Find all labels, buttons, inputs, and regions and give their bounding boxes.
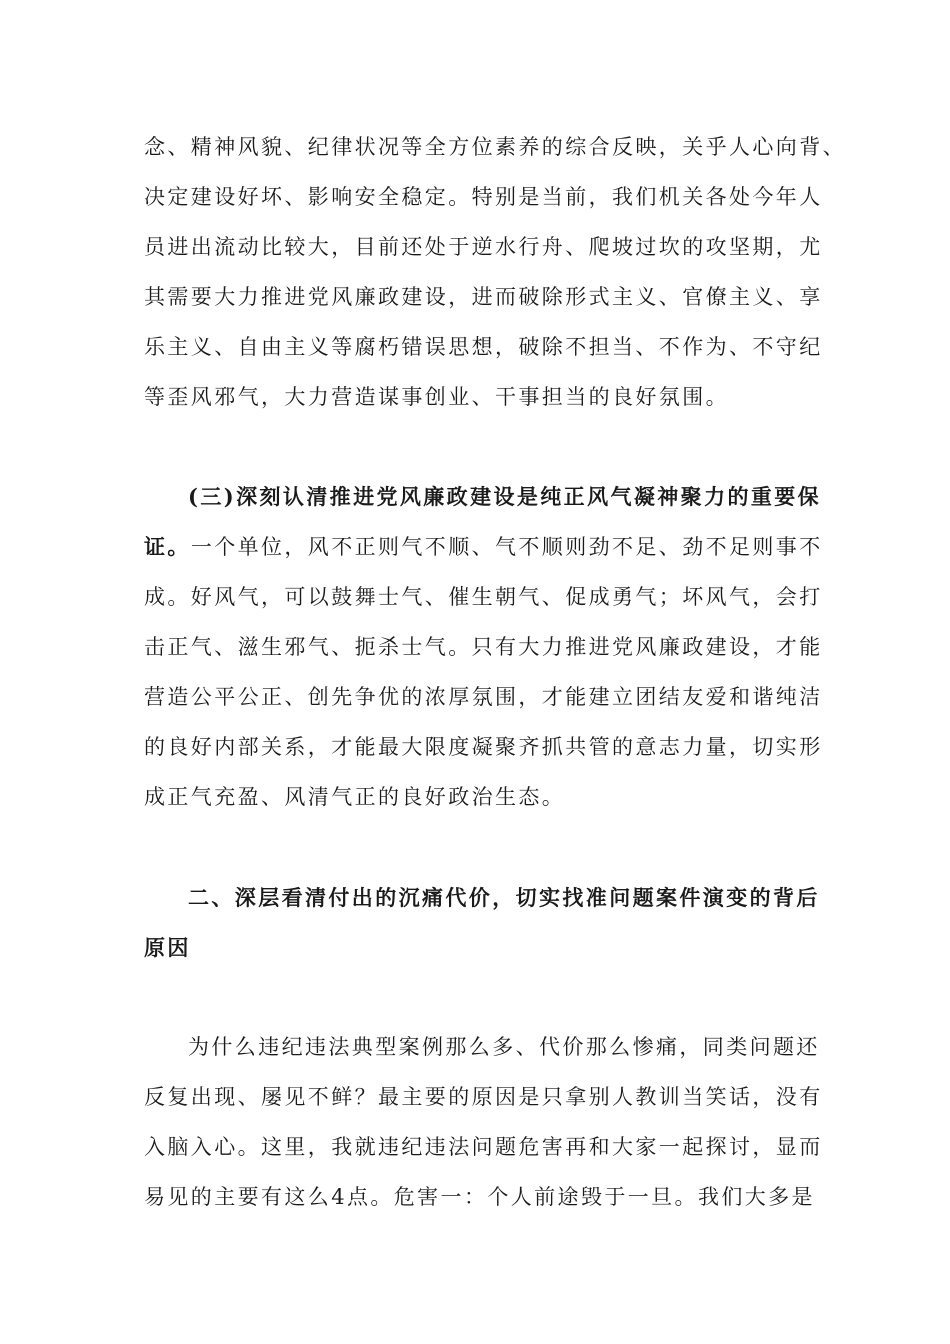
- subsection-heading-tail: 证。: [144, 534, 191, 559]
- paragraph-line: 成正气充盈、风清气正的良好政治生态。: [144, 785, 566, 809]
- paragraph-line: 入脑入心。这里，我就违纪违法问题危害再和大家一起探讨，显而: [144, 1135, 823, 1159]
- paragraph-line: 反复出现、屡见不鲜？最主要的原因是只拿别人教训当笑话，没有: [144, 1085, 823, 1109]
- paragraph-3: [144, 1022, 823, 1222]
- paragraph-line: 员进出流动比较大，目前还处于逆水行舟、爬坡过坎的攻坚期，尤: [144, 235, 823, 259]
- paragraph-line: 营造公平公正、创先争优的浓厚氛围，才能建立团结友爱和谐纯洁: [144, 685, 823, 709]
- section-heading-line: 二、深层看清付出的沉痛代价，切实找准问题案件演变的背后: [188, 885, 820, 910]
- paragraph-line: 乐主义、自由主义等腐朽错误思想，破除不担当、不作为、不守纪: [144, 335, 823, 359]
- paragraph-line: 等歪风邪气，大力营造谋事创业、干事担当的良好氛围。: [144, 385, 729, 409]
- paragraph-line: 为什么违纪违法典型案例那么多、代价那么惨痛，同类问题还: [188, 1035, 820, 1059]
- section-heading-line: 原因: [144, 935, 191, 960]
- paragraph-2: [144, 472, 823, 822]
- paragraph-line: 的良好内部关系，才能最大限度凝聚齐抓共管的意志力量，切实形: [144, 735, 823, 759]
- paragraph-line: 决定建设好坏、影响安全稳定。特别是当前，我们机关各处今年人: [144, 185, 823, 209]
- paragraph-line: 易见的主要有这么4点。危害一：个人前途毁于一旦。我们大多是: [144, 1185, 815, 1209]
- paragraph-line: 成。好风气，可以鼓舞士气、催生朝气、促成勇气；坏风气，会打: [144, 585, 823, 609]
- paragraph-line: 念、精神风貌、纪律状况等全方位素养的综合反映，关乎人心向背、: [144, 135, 846, 159]
- section-heading: [144, 873, 820, 973]
- paragraph-line: [144, 522, 823, 572]
- paragraph-1: [144, 122, 846, 422]
- subsection-heading: (三)深刻认清推进党风廉政建设是纯正风气凝神聚力的重要保: [188, 484, 822, 509]
- paragraph-line-text: 一个单位，风不正则气不顺、气不顺则劲不足、劲不足则事不: [190, 535, 823, 559]
- paragraph-line: 其需要大力推进党风廉政建设，进而破除形式主义、官僚主义、享: [144, 285, 823, 309]
- paragraph-line: 击正气、滋生邪气、扼杀士气。只有大力推进党风廉政建设，才能: [144, 635, 823, 659]
